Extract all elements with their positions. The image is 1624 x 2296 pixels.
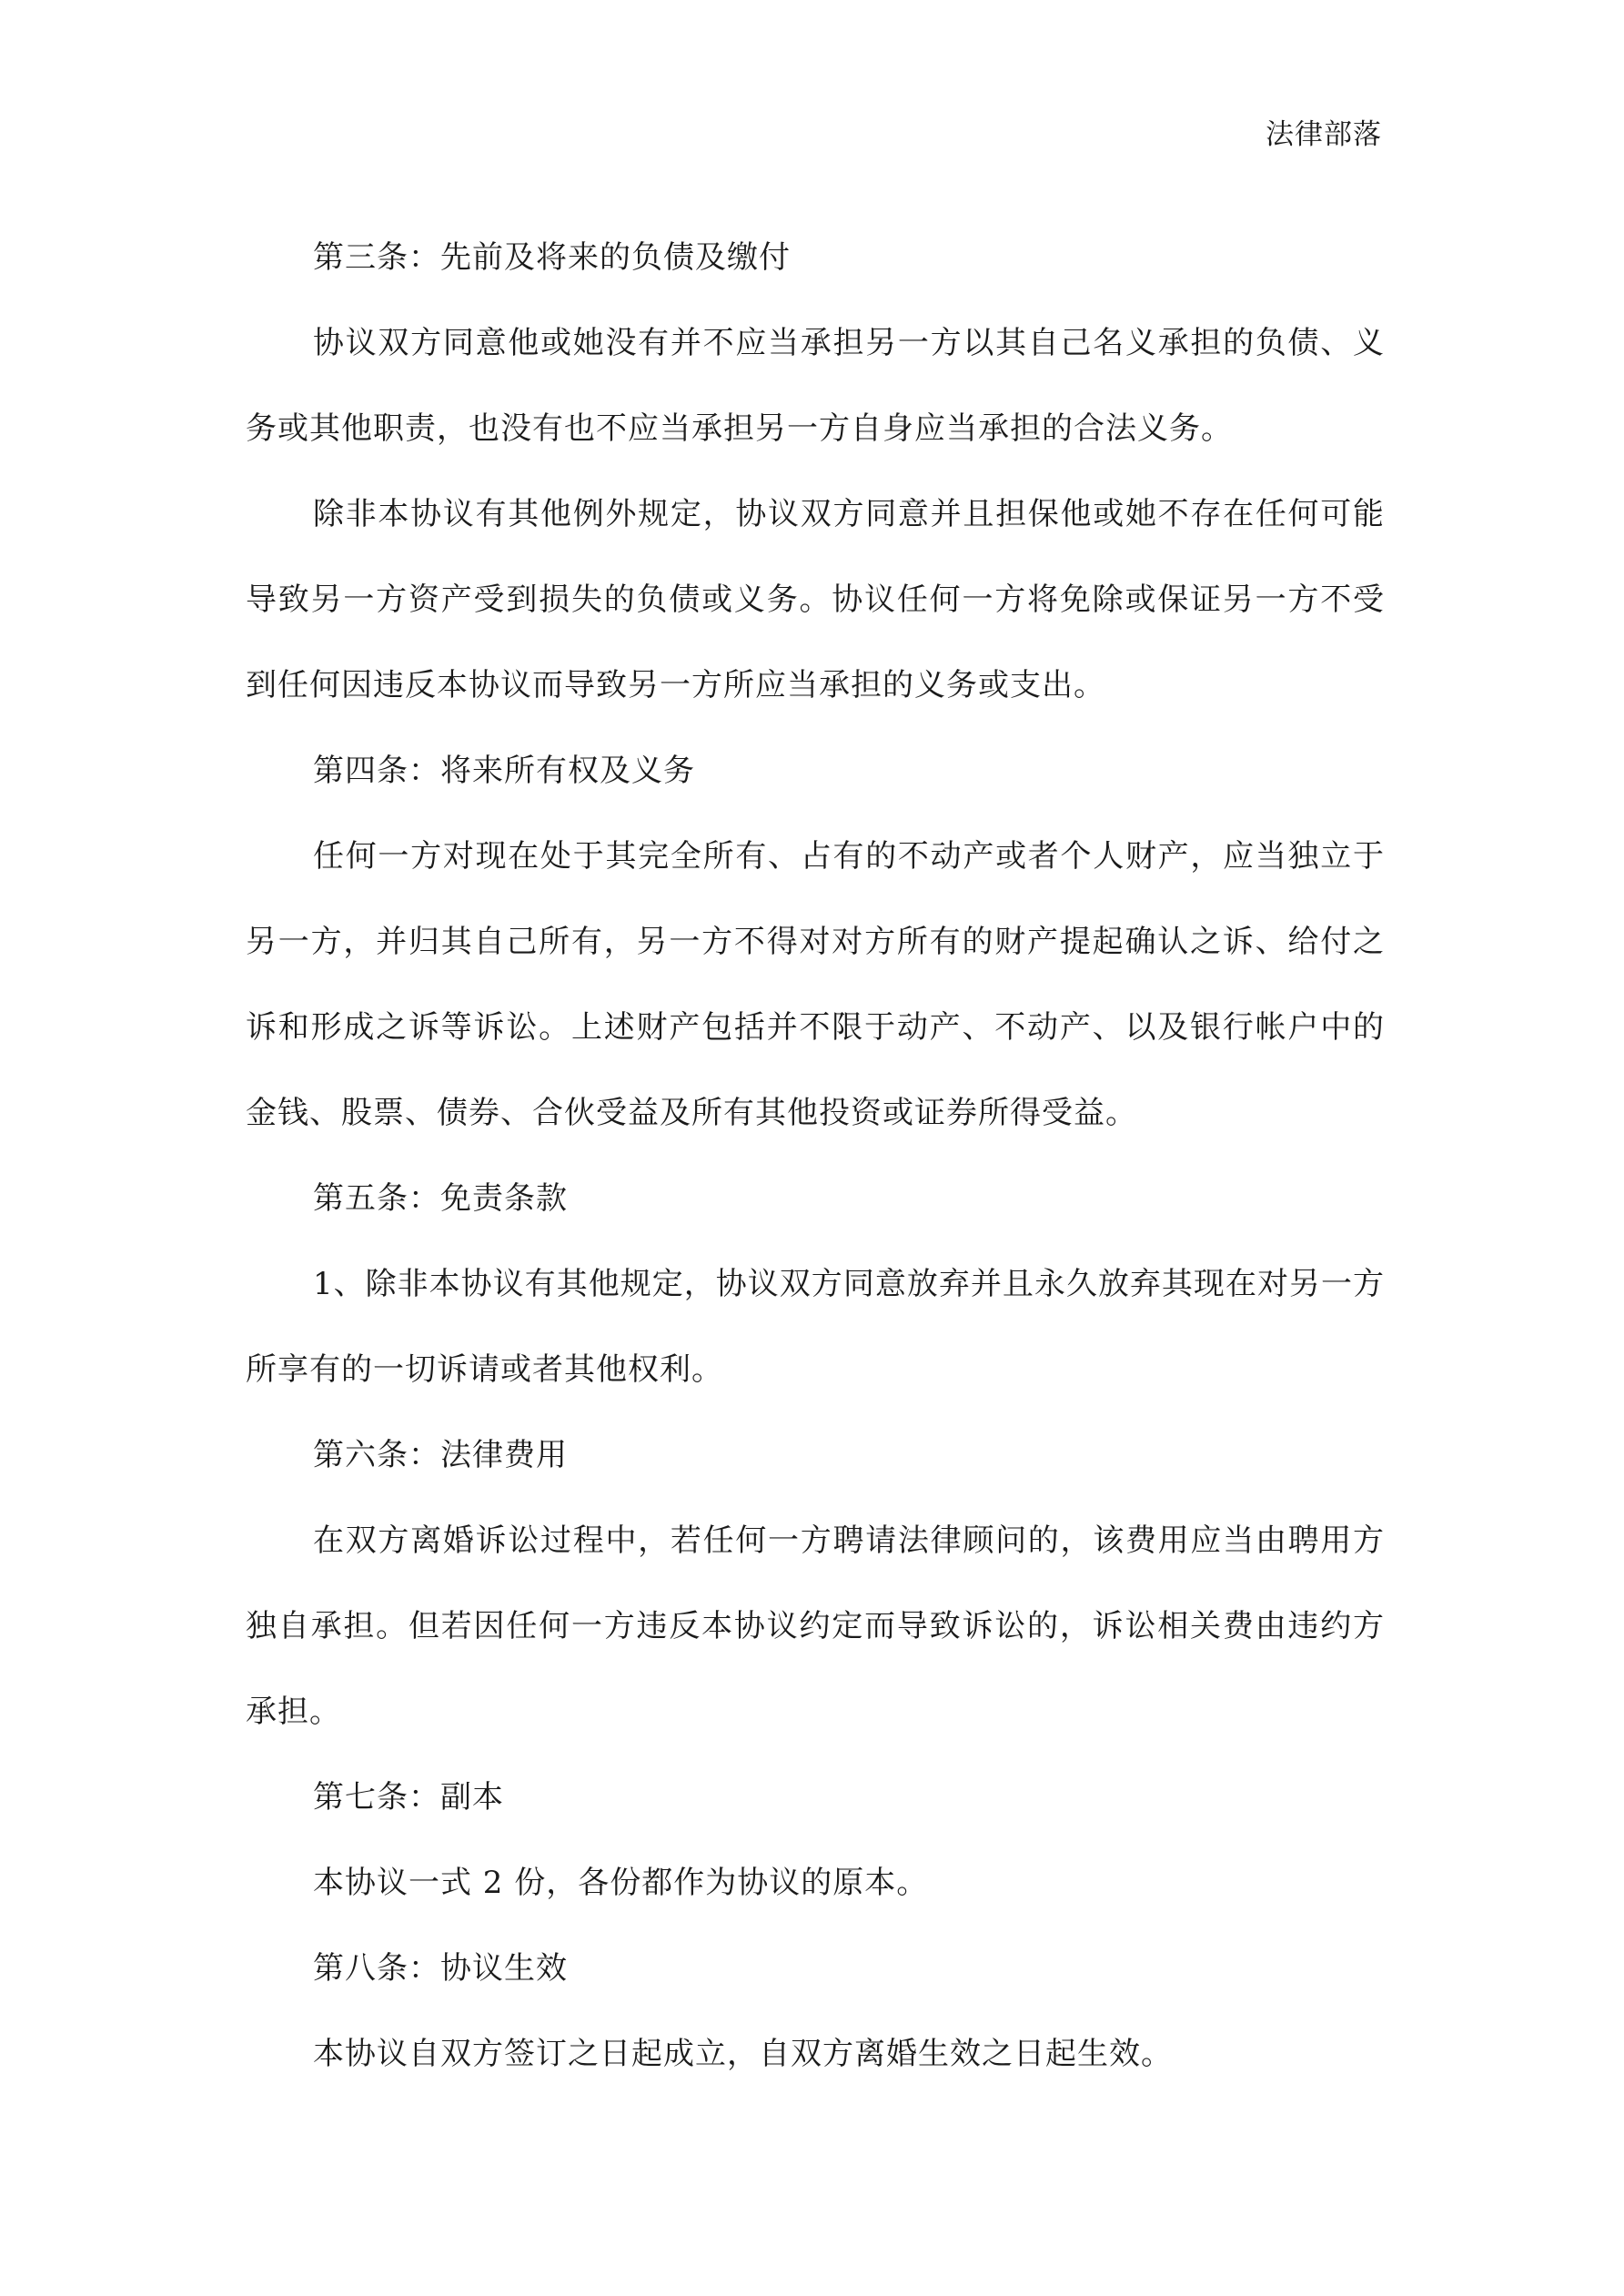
article-7-paragraph-1: 本协议一式 2 份，各份都作为协议的原本。: [313, 1865, 929, 1901]
article-3-heading: 第三条：先前及将来的负债及缴付: [313, 239, 791, 276]
article-8-heading: 第八条：协议生效: [313, 1950, 568, 1987]
article-6-paragraph-1: 在双方离婚诉讼过程中，若任何一方聘请法律顾问的，该费用应当由聘用方独自承担。但若因任何一方违反本协议约定而导致诉讼的，诉讼相关费由违约方承担。: [246, 1522, 1385, 1730]
article-3-paragraph-2: 除非本协议有其他例外规定，协议双方同意并且担保他或她不存在任何可能导致另一方资产受到损失的负债或义务。协议任何一方将免除或保证另一方不受到任何因违反本协议而导致另一方所应当承担的义务或支出。: [246, 496, 1385, 703]
header-brand: 法律部落: [1266, 118, 1382, 151]
article-5-heading: 第五条：免责条款: [313, 1180, 568, 1217]
article-4-heading: 第四条：将来所有权及义务: [313, 753, 695, 789]
article-8-paragraph-1: 本协议自双方签订之日起成立，自双方离婚生效之日起生效。: [313, 2036, 1173, 2072]
article-7-heading: 第七条：副本: [313, 1779, 504, 1816]
article-3-paragraph-1: 协议双方同意他或她没有并不应当承担另一方以其自己名义承担的负债、义务或其他职责，也没有也不应当承担另一方自身应当承担的合法义务。: [246, 325, 1385, 447]
article-6-heading: 第六条：法律费用: [313, 1437, 568, 1473]
document-body: [246, 215, 1385, 2097]
article-5-paragraph-1: 1、除非本协议有其他规定，协议双方同意放弃并且永久放弃其现在对另一方所享有的一切诉请或者其他权利。: [246, 1266, 1385, 1388]
article-4-paragraph-1: 任何一方对现在处于其完全所有、占有的不动产或者个人财产，应当独立于另一方，并归其自己所有，另一方不得对对方所有的财产提起确认之诉、给付之诉和形成之诉等诉讼。上述财产包括并不限于动产、不动产、以及银行帐户中的金钱、股票、债券、合伙受益及所有其他投资或证券所得受益。: [246, 838, 1385, 1131]
